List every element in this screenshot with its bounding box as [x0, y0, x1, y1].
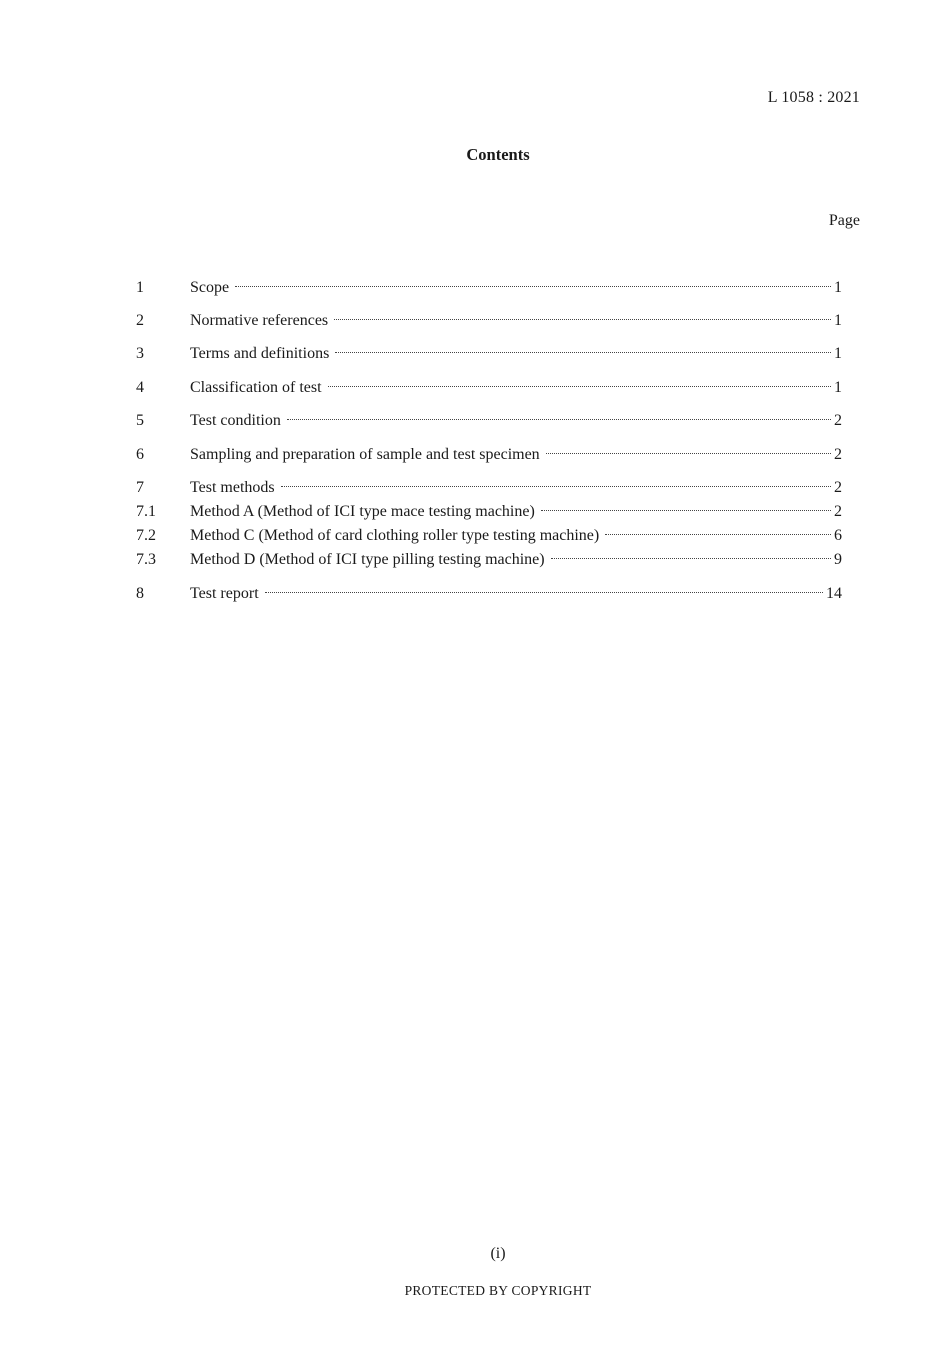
dot-leader	[235, 286, 831, 287]
toc-number: 4	[136, 379, 144, 396]
toc-page: 6	[834, 527, 842, 544]
toc-number: 7	[136, 479, 144, 496]
toc-number: 5	[136, 412, 144, 429]
toc-number: 8	[136, 585, 144, 602]
toc-number: 1	[136, 279, 144, 296]
toc-title: Sampling and preparation of sample and test specimen	[190, 446, 540, 463]
dot-leader	[265, 592, 823, 593]
toc-title: Method C (Method of card clothing roller type testing machine)	[190, 527, 600, 544]
toc-title: Method A (Method of ICI type mace testing machine)	[190, 503, 535, 520]
toc-page: 14	[826, 585, 842, 602]
toc-page: 1	[834, 279, 842, 296]
toc-page: 9	[834, 551, 842, 568]
toc-number: 7.1	[136, 503, 156, 520]
toc-entry-7	[136, 477, 842, 499]
toc-entry-7-3	[136, 549, 842, 571]
toc-title: Test methods	[190, 479, 275, 496]
toc-page: 2	[834, 412, 842, 429]
copyright-notice: PROTECTED BY COPYRIGHT	[404, 1283, 592, 1298]
toc-entry-4	[136, 377, 842, 399]
toc-title: Terms and definitions	[190, 345, 330, 362]
toc-title: Test condition	[190, 412, 281, 429]
toc-number: 2	[136, 312, 144, 329]
toc-title: Classification of test	[190, 379, 322, 396]
dot-leader	[546, 453, 831, 454]
page-column-label: Page	[828, 212, 860, 229]
toc-number: 7.2	[136, 527, 156, 544]
toc-page: 1	[834, 345, 842, 362]
dot-leader	[281, 486, 831, 487]
toc-entry-1	[136, 277, 842, 299]
dot-leader	[605, 534, 831, 535]
dot-leader	[328, 386, 831, 387]
toc-entry-5	[136, 410, 842, 432]
toc-page: 2	[834, 503, 842, 520]
toc-title: Method D (Method of ICI type pilling testing machine)	[190, 551, 545, 568]
toc-entry-8	[136, 583, 842, 605]
toc-entry-7-1	[136, 501, 842, 523]
toc-page: 2	[834, 479, 842, 496]
toc-page: 2	[834, 446, 842, 463]
toc-entry-6	[136, 444, 842, 466]
toc-page: 1	[834, 379, 842, 396]
toc-page: 1	[834, 312, 842, 329]
toc-number: 3	[136, 345, 144, 362]
document-id: L 1058 : 2021	[767, 89, 860, 106]
dot-leader	[335, 352, 831, 353]
dot-leader	[287, 419, 831, 420]
dot-leader	[551, 558, 831, 559]
toc-number: 7.3	[136, 551, 156, 568]
toc-title: Test report	[190, 585, 259, 602]
page-number: (i)	[490, 1245, 506, 1262]
toc-entry-3	[136, 343, 842, 365]
toc-entry-7-2	[136, 525, 842, 547]
toc-number: 6	[136, 446, 144, 463]
dot-leader	[334, 319, 831, 320]
toc-entry-2	[136, 310, 842, 332]
dot-leader	[541, 510, 831, 511]
page-title: Contents	[466, 145, 530, 164]
toc-title: Scope	[190, 279, 230, 296]
toc-title: Normative references	[190, 312, 329, 329]
